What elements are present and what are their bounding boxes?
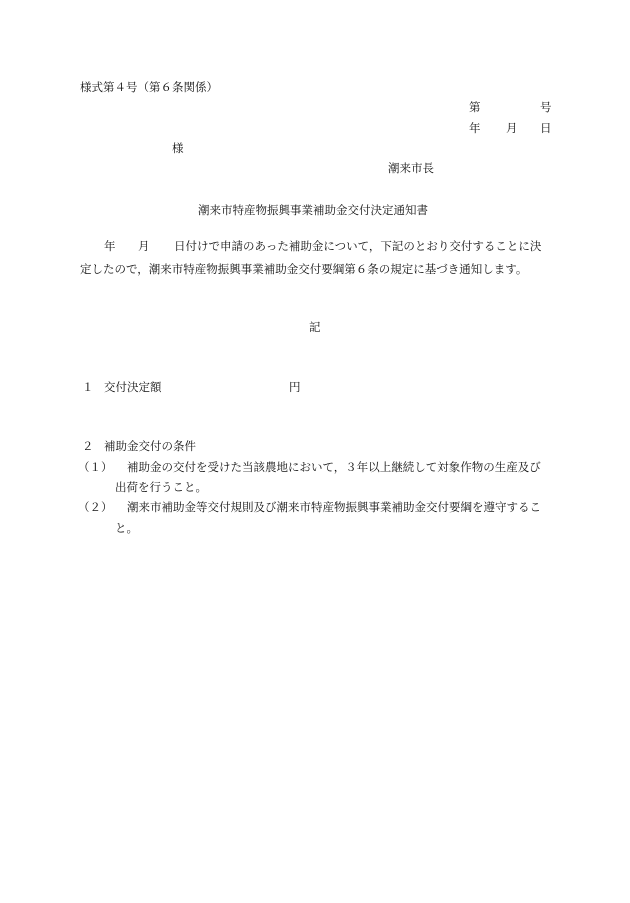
body-month: 月 xyxy=(138,239,150,253)
date-month: 月 xyxy=(506,121,518,135)
date-year: 年 xyxy=(469,121,481,135)
issuer: 潮来市長 xyxy=(388,161,434,175)
doc-number-prefix: 第 xyxy=(469,100,481,114)
form-number: 様式第４号（第６条関係） xyxy=(80,80,218,94)
document-title: 潮来市特産物振興事業補助金交付決定通知書 xyxy=(198,203,428,217)
doc-number-suffix: 号 xyxy=(540,100,552,114)
item2-label: 補助金交付の条件 xyxy=(104,439,196,453)
item2-number: ２ xyxy=(82,439,94,453)
item1-label: 交付決定額 xyxy=(104,380,162,394)
body-line2: 定したので，潮来市特産物振興事業補助金交付要綱第６条の規定に基づき通知します。 xyxy=(80,262,528,276)
body-year: 年 xyxy=(104,239,116,253)
item1-number: １ xyxy=(82,380,94,394)
cond1-number: （１） xyxy=(78,460,113,474)
cond2-number: （２） xyxy=(78,500,113,514)
item1-unit: 円 xyxy=(289,380,301,394)
cond1-line2: 出荷を行うこと。 xyxy=(115,480,207,494)
ki-heading: 記 xyxy=(309,320,321,334)
cond2-line2: と。 xyxy=(115,521,138,535)
addressee-suffix: 様 xyxy=(172,141,184,155)
cond1-line1: 補助金の交付を受けた当該農地において，３年以上継続して対象作物の生産及び xyxy=(127,460,541,474)
cond2-line1: 潮来市補助金等交付規則及び潮来市特産物振興事業補助金交付要綱を遵守するこ xyxy=(127,500,541,514)
body-line1-rest: 日付けで申請のあった補助金について，下記のとおり交付することに決 xyxy=(174,239,542,253)
date-day: 日 xyxy=(540,121,552,135)
